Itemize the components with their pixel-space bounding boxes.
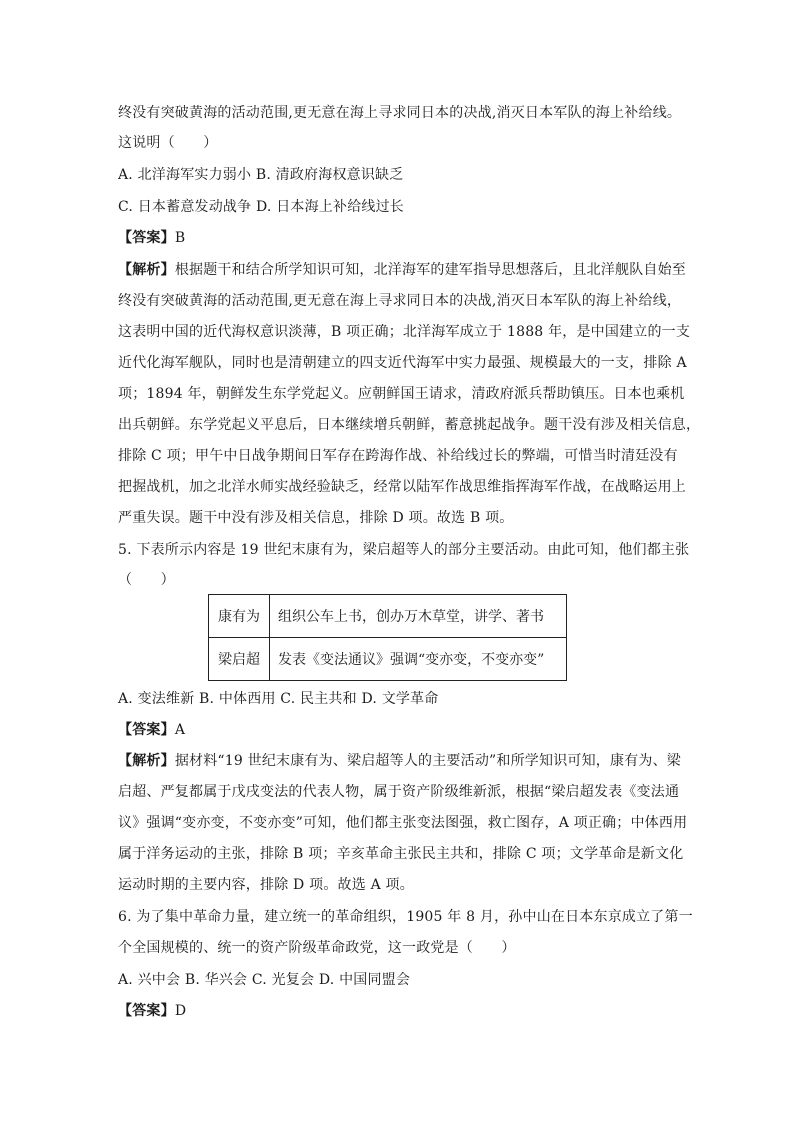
q6-options: A. 兴中会 B. 华兴会 C. 光复会 D. 中国同盟会 [118,972,411,988]
analysis-tag: 【解析】 [118,753,175,769]
table-row [209,638,567,681]
answer-value: D [174,1003,187,1019]
q6-answer [118,1002,186,1020]
q4-analysis-line-9: 严重失误。题干中没有涉及相关信息，排除 D 项。故选 B 项。 [118,510,514,526]
q5-answer [118,721,185,739]
q4-analysis-line-5: 项；1894 年，朝鲜发生东学党起义。应朝鲜国王请求，清政府派兵帮助镇压。日本也乘机 [118,386,685,402]
analysis-text: 根据题干和结合所学知识可知，北洋海军的建军指导思想落后，且北洋舰队自始至 [174,262,687,278]
answer-tag: 【答案】 [118,230,175,246]
analysis-text: 据材料“19 世纪末康有为、梁启超等人的主要活动”和所学知识可知，康有为、梁 [174,753,681,769]
q5-analysis-line-2: 启超、严复都属于戊戌变法的代表人物，属于资产阶级维新派，根据“梁启超发表《变法通 [118,784,680,800]
q5-analysis-line-1 [118,752,681,770]
q5-analysis-line-5: 运动时期的主要内容，排除 D 项。故选 A 项。 [118,877,414,893]
q5-analysis-line-3: 议》强调“变亦变，不变亦变”可知，他们都主张变法图强，救亡图存，A 项正确；中体西用 [118,815,688,831]
q5-table [208,594,567,681]
q4-answer [118,229,185,247]
answer-value: B [174,230,186,246]
q4-analysis-line-2: 终没有突破黄海的活动范围,更无意在海上寻求同日本的决战,消灭日本军队的海上补给线， [118,293,682,309]
q6-stem-line-2: 个全国规模的、统一的资产阶级革命政党，这一政党是（ ） [118,940,516,956]
q4-analysis-line-3: 这表明中国的近代海权意识淡薄，B 项正确；北洋海军成立于 1888 年，是中国建立的一支 [118,324,691,340]
q4-analysis-line-7: 排除 C 项；甲午中日战争期间日军存在跨海作战、补给线过长的弊端，可惜当时清廷没有 [118,448,678,464]
q5-stem-line-2: （ ） [118,572,175,588]
q5-options: A. 变法维新 B. 中体西用 C. 民主共和 D. 文学革命 [118,691,439,707]
table-cell-person: 康有为 [209,595,270,638]
answer-value: A [174,722,186,738]
q4-analysis-line-8: 把握战机，加之北洋水师实战经验缺乏，经常以陆军作战思维指挥海军作战，在战略运用上 [118,479,686,495]
q4-analysis-line-6: 出兵朝鲜。东学党起义平息后，日本继续增兵朝鲜，蓄意挑起战争。题干没有涉及相关信息， [118,417,701,433]
table-cell-activity: 发表《变法通议》强调“变亦变，不变亦变” [270,638,567,681]
answer-tag: 【答案】 [118,722,175,738]
q6-stem-line-1: 6. 为了集中革命力量，建立统一的革命组织，1905 年 8 月，孙中山在日本东京成立了第一 [118,909,693,925]
q4-analysis-line-4: 近代化海军舰队，同时也是清朝建立的四支近代海军中实力最强、规模最大的一支，排除 A [118,355,687,371]
q4-stem-line-2: 这说明（ ） [118,135,218,151]
table-cell-activity: 组织公车上书，创办万木草堂，讲学、著书 [270,595,567,638]
answer-tag: 【答案】 [118,1003,175,1019]
q4-options-line-1: A. 北洋海军实力弱小 B. 清政府海权意识缺乏 [118,167,404,183]
table-cell-person: 梁启超 [209,638,270,681]
analysis-tag: 【解析】 [118,262,175,278]
q4-analysis-line-1 [118,261,686,279]
q5-analysis-line-4: 属于洋务运动的主张，排除 B 项；辛亥革命主张民主共和，排除 C 项；文学革命是新文化 [118,846,684,862]
q4-options-line-2: C. 日本蓄意发动战争 D. 日本海上补给线过长 [118,199,404,215]
q5-stem-line-1: 5. 下表所示内容是 19 世纪末康有为，梁启超等人的部分主要活动。由此可知，他们都主张 [118,542,690,558]
table-row [209,595,567,638]
q4-stem-line-1: 终没有突破黄海的活动范围,更无意在海上寻求同日本的决战,消灭日本军队的海上补给线。 [118,105,682,121]
